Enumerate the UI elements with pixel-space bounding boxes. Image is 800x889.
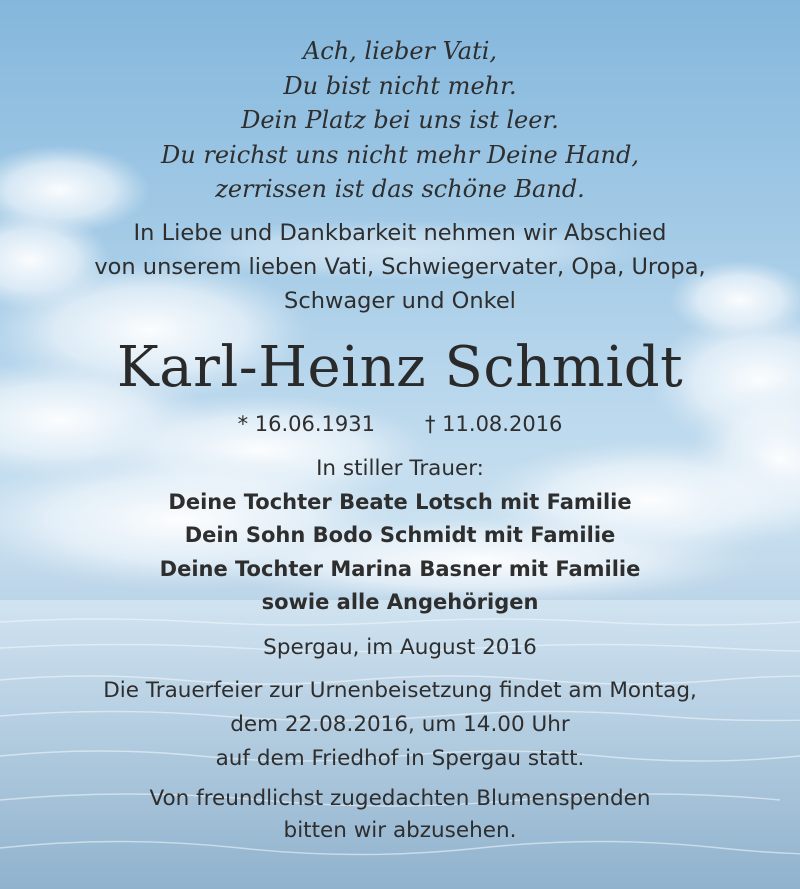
funeral-details xyxy=(0,674,800,776)
closing-line: Von freundlichst zugedachten Blumenspenden xyxy=(149,786,651,811)
funeral-line: dem 22.08.2016, um 14.00 Uhr xyxy=(230,712,570,737)
intro-line: In Liebe und Dankbarkeit nehmen wir Abschied xyxy=(133,220,667,246)
poem-line: Du reichst uns nicht mehr Deine Hand, xyxy=(161,140,639,169)
life-dates xyxy=(0,407,800,441)
funeral-line: Die Trauerfeier zur Urnenbeisetzung findet am Montag, xyxy=(103,678,697,703)
mourning-heading: In stiller Trauer: xyxy=(316,456,484,481)
mourners-section xyxy=(0,452,800,620)
mourner: Deine Tochter Beate Lotsch mit Familie xyxy=(168,489,632,514)
birth-date: * 16.06.1931 xyxy=(237,412,375,436)
mourner: sowie alle Angehörigen xyxy=(261,590,539,614)
poem xyxy=(0,34,800,207)
mourner: Deine Tochter Marina Basner mit Familie xyxy=(159,556,641,581)
intro-line: Schwager und Onkel xyxy=(284,288,516,314)
poem-line: zerrissen ist das schöne Band. xyxy=(215,175,585,204)
closing-line: bitten wir abzusehen. xyxy=(283,818,517,843)
poem-line: Dein Platz bei uns ist leer. xyxy=(241,106,559,135)
mourner: Dein Sohn Bodo Schmidt mit Familie xyxy=(184,523,616,547)
place-and-date: Spergau, im August 2016 xyxy=(263,635,537,660)
funeral-line: auf dem Friedhof in Spergau statt. xyxy=(215,746,585,771)
poem-line: Ach, lieber Vati, xyxy=(302,37,498,65)
farewell-intro xyxy=(0,216,800,318)
death-date: † 11.08.2016 xyxy=(425,412,563,436)
poem-line: Du bist nicht mehr. xyxy=(283,71,517,100)
intro-line: von unserem lieben Vati, Schwiegervater, Opa, Uropa, xyxy=(94,254,706,280)
closing-note xyxy=(0,783,800,847)
deceased-name: Karl-Heinz Schmidt xyxy=(116,335,684,400)
